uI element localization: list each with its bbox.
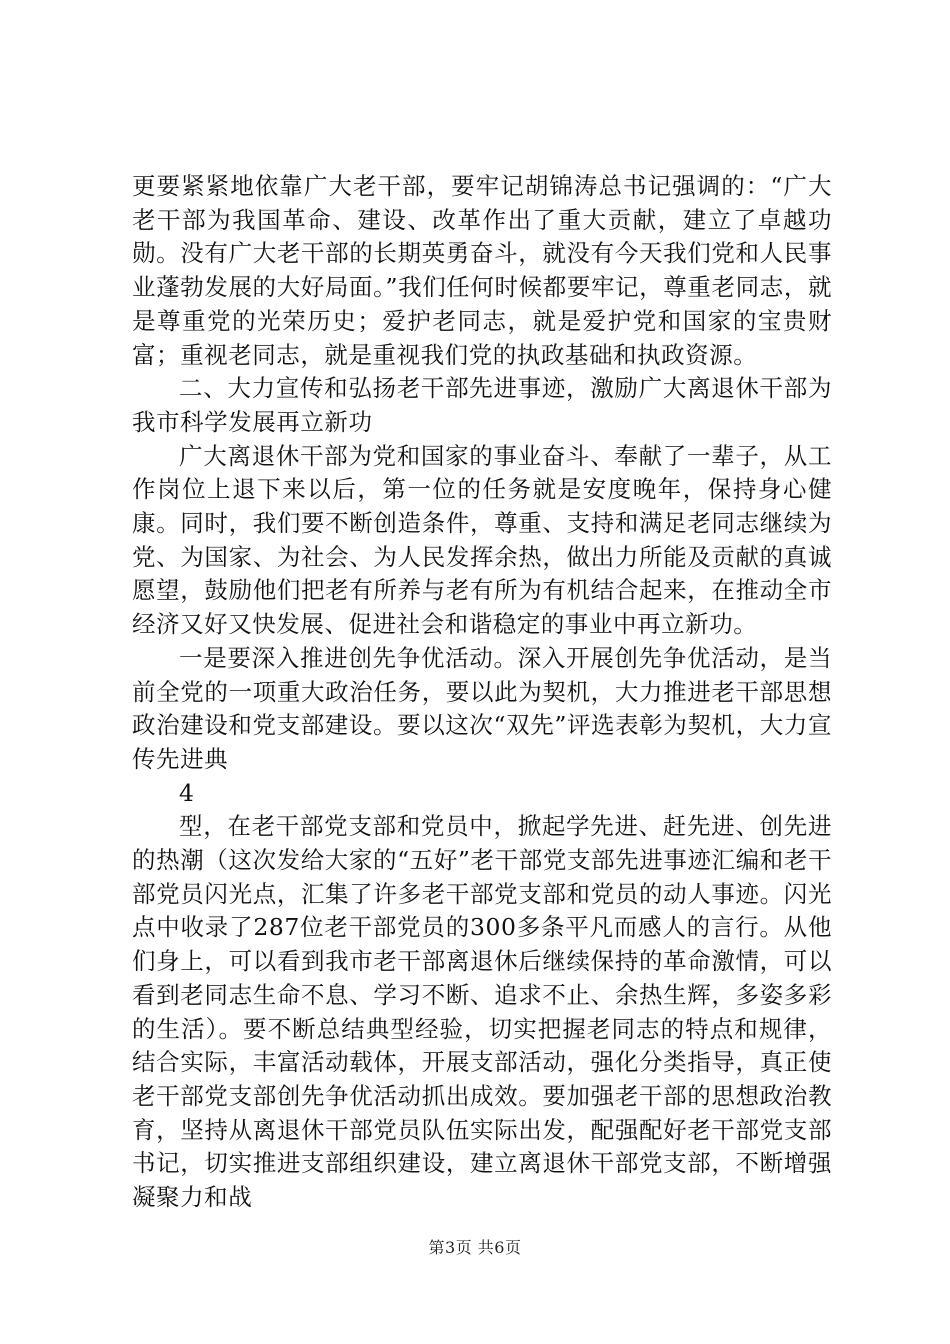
paragraph-4: 型，在老干部党支部和党员中，掀起学先进、赶先进、创先进的热潮（这次发给大家的“五好”老干部党支部先进事迹汇编和老干部党员闪光点，汇集了许多老干部党支部和党员的动人事迹。闪光点中收录了287位老干部党员的300多条平凡而感人的言行。从他们身上，可以看到我市老干部离退休后继续保持的革命激情，可以看到老同志生命不息、学习不断、追求不止、余热生辉，多姿多彩的生活）。要不断总结典型经验，切实把握老同志的特点和规律，结合实际，丰富活动载体，开展支部活动，强化分类指导，真正使老干部党支部创先争优活动抓出成效。要加强老干部的思想政治教育，坚持从离退休干部党员队伍实际出发，配强配好老干部党支部书记，切实推进支部组织建设，建立离退休干部党支部，不断增强凝聚力和战 [132, 812, 832, 1212]
document-body [132, 170, 832, 1215]
inline-page-number: 4 [179, 778, 194, 807]
page-footer: 第3页 共6页 [428, 1238, 522, 1257]
paragraph-1: 更要紧紧地依靠广大老干部，要牢记胡锦涛总书记强调的：“广大老干部为我国革命、建设、改革作出了重大贡献，建立了卓越功勋。没有广大老干部的长期英勇奋斗，就没有今天我们党和人民事业蓬勃发展的大好局面。”我们任何时候都要牢记，尊重老同志，就是尊重党的光荣历史；爱护老同志，就是爱护党和国家的宝贵财富；重视老同志，就是重视我们党的执政基础和执政资源。 [132, 172, 832, 369]
section-heading: 二、大力宣传和弘扬老干部先进事迹，激励广大离退休干部为我市科学发展再立新功 [132, 374, 832, 436]
paragraph-2: 广大离退休干部为党和国家的事业奋斗、奉献了一辈子，从工作岗位上退下来以后，第一位的任务就是安度晚年，保持身心健康。同时，我们要不断创造条件，尊重、支持和满足老同志继续为党、为国家、为社会、为人民发挥余热，做出力所能及贡献的真诚愿望，鼓励他们把老有所养与老有所为有机结合起来，在推动全市经济又好又快发展、促进社会和谐稳定的事业中再立新功。 [132, 441, 832, 639]
paragraph-3: 一是要深入推进创先争优活动。深入开展创先争优活动，是当前全党的一项重大政治任务，要以此为契机，大力推进老干部思想政治建设和党支部建设。要以这次“双先”评选表彰为契机，大力宣传先进典 [132, 643, 832, 773]
